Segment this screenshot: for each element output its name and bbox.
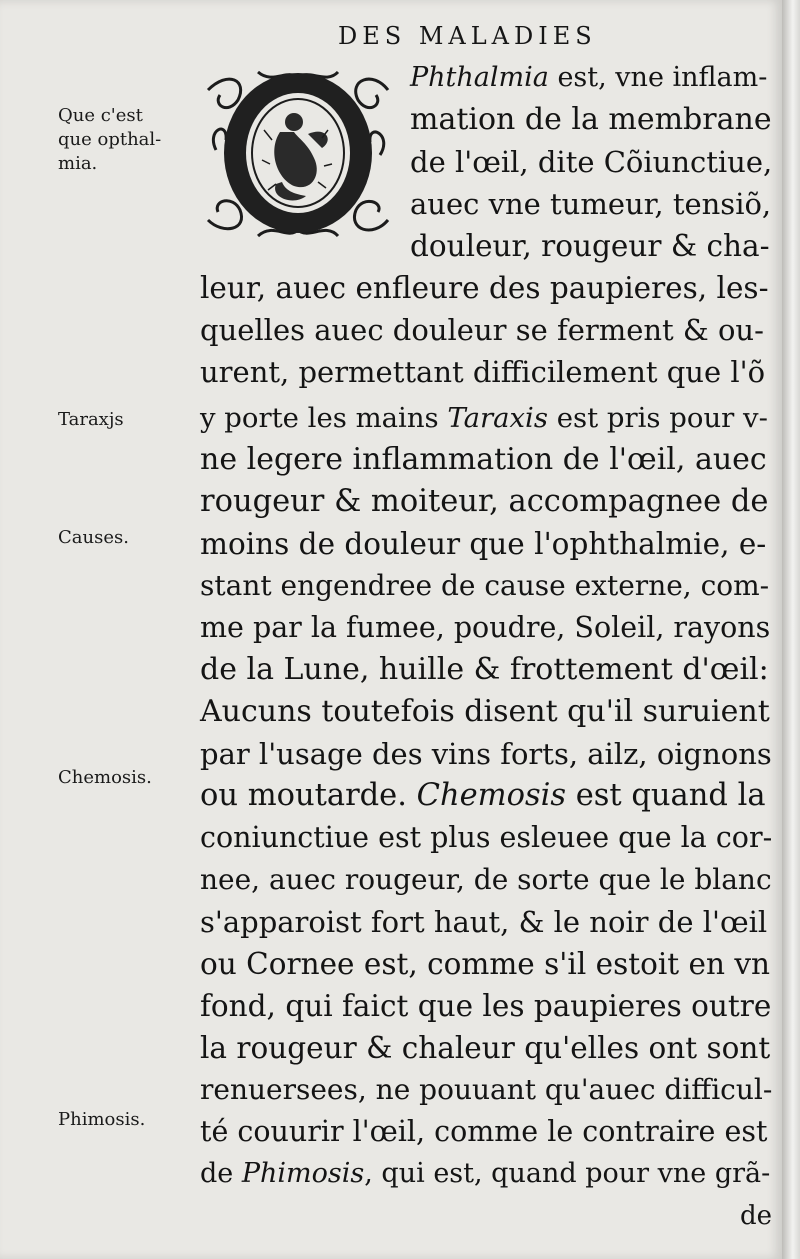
catchword: de bbox=[740, 1201, 773, 1231]
text-line-12: moins de douleur que l'ophthalmie, e- bbox=[200, 527, 767, 561]
text-line-10: ne legere inflammation de l'œil, auec bbox=[200, 442, 767, 477]
text-line-18: ou moutarde. Chemosis est quand la bbox=[200, 778, 766, 813]
margin-note-ophthalmia: Que c'est que opthal- mia. bbox=[58, 105, 162, 174]
page-edge bbox=[782, 0, 800, 1259]
text-line-16: Aucuns toutefois disent qu'il suruient bbox=[200, 694, 770, 729]
text-line-24: la rougeur & chaleur qu'elles ont sont bbox=[200, 1031, 771, 1065]
text-line-15: de la Lune, huille & frottement d'œil: bbox=[200, 652, 769, 687]
text-line-2: mation de la membrane bbox=[410, 102, 772, 137]
text-line-25: renuersees, ne pouuant qu'auec difficul- bbox=[200, 1073, 773, 1106]
margin-note-causes: Causes. bbox=[58, 527, 129, 548]
text-line-6: leur, auec enfleure des paupieres, les- bbox=[200, 271, 769, 305]
text-line-4: auec vne tumeur, tensiõ, bbox=[410, 187, 772, 221]
text-line-8: urent, permettant difficilement que l'õ bbox=[200, 355, 766, 389]
text-line-22: ou Cornee est, comme s'il estoit en vn bbox=[200, 947, 771, 981]
text-line-11: rougeur & moiteur, accompagnee de bbox=[200, 484, 769, 519]
text-line-20: nee, auec rougeur, de sorte que le blanc bbox=[200, 863, 772, 896]
text-line-3: de l'œil, dite Cõiunctiue, bbox=[410, 145, 773, 179]
text-line-21: s'apparoist fort haut, & le noir de l'œil bbox=[200, 905, 768, 939]
text-line-13: stant engendree de cause externe, com- bbox=[200, 569, 770, 602]
text-line-14: me par la fumee, poudre, Soleil, rayons bbox=[200, 611, 771, 644]
decorated-initial-o bbox=[198, 60, 398, 246]
margin-note-chemosis: Chemosis. bbox=[58, 767, 152, 788]
margin-note-phimosis: Phimosis. bbox=[58, 1109, 146, 1130]
text-line-17: par l'usage des vins forts, ailz, oignons bbox=[200, 737, 772, 771]
text-line-7: quelles auec douleur se ferment & ou- bbox=[200, 313, 764, 347]
text-line-19: coniunctiue est plus esleuee que la cor- bbox=[200, 821, 773, 854]
margin-note-taraxis: Taraxjs bbox=[58, 409, 124, 430]
text-line-1: Phthalmia est, vne inflam- bbox=[410, 62, 768, 93]
text-line-5: douleur, rougeur & cha- bbox=[410, 229, 770, 263]
running-head: DES MALADIES bbox=[338, 22, 597, 50]
text-line-9: y porte les mains Taraxis est pris pour v- bbox=[200, 402, 768, 434]
text-line-26: té couurir l'œil, comme le contraire est bbox=[200, 1115, 768, 1148]
text-line-23: fond, qui faict que les paupieres outre bbox=[200, 989, 772, 1023]
text-line-27: de Phimosis, qui est, quand pour vne grã- bbox=[200, 1158, 771, 1189]
